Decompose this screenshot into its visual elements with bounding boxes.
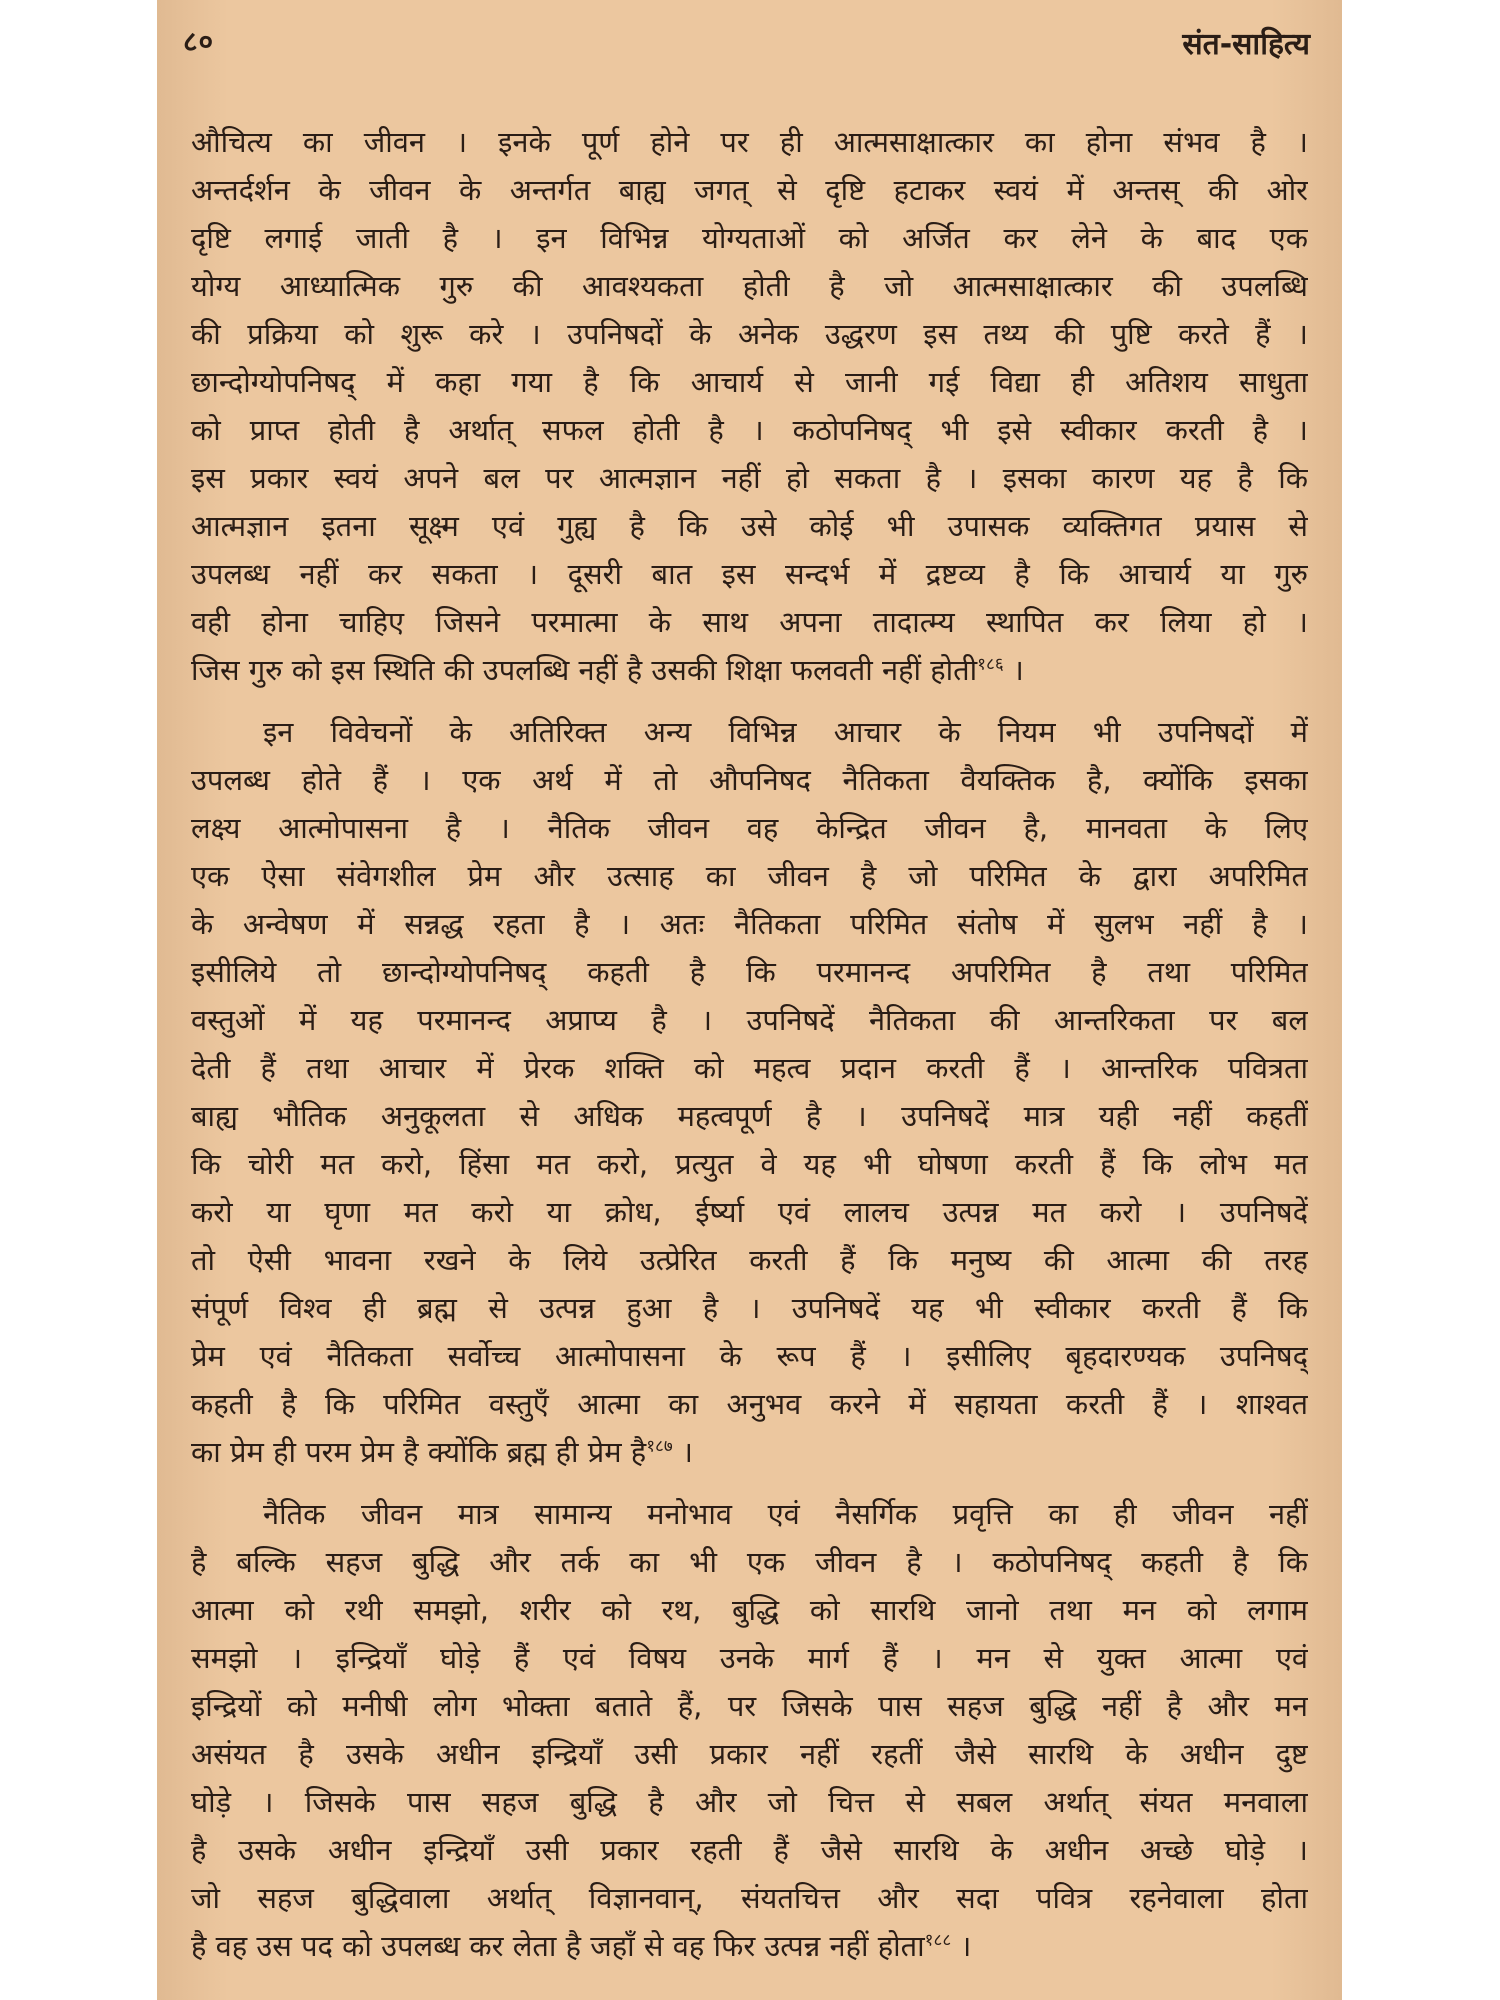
line-text: घोड़े । जिसके पास सहज बुद्धि है और जो चित्त से सबल अर्थात् संयत मनवाला	[191, 1785, 1308, 1819]
line-text: को प्राप्त होती है अर्थात् सफल होती है । कठोपनिषद् भी इसे स्वीकार करती है ।	[191, 413, 1308, 447]
line-text: है बल्कि सहज बुद्धि और तर्क का भी एक जीवन है । कठोपनिषद् कहती है कि	[191, 1545, 1308, 1579]
text-line	[191, 1092, 1308, 1140]
paragraph-gap	[191, 1476, 1308, 1490]
text-line	[191, 406, 1308, 454]
line-text: करो या घृणा मत करो या क्रोध, ईर्ष्या एवं लालच उत्पन्न मत करो । उपनिषदें	[191, 1195, 1308, 1229]
line-text: इसीलिये तो छान्दोग्योपनिषद् कहती है कि परमानन्द अपरिमित है तथा परिमित	[191, 955, 1308, 989]
text-line	[191, 646, 1308, 694]
text-line	[191, 550, 1308, 598]
line-text: के अन्वेषण में सन्नद्ध रहता है । अतः नैतिकता परिमित संतोष में सुलभ नहीं है ।	[191, 907, 1308, 941]
text-line	[191, 1236, 1308, 1284]
text-line	[191, 1332, 1308, 1380]
text-line	[191, 118, 1308, 166]
line-text: है उसके अधीन इन्द्रियाँ उसी प्रकार रहती हैं जैसे सारथि के अधीन अच्छे घोड़े ।	[191, 1833, 1308, 1867]
sentence-end: ।	[951, 1929, 972, 1963]
line-text: इन्द्रियों को मनीषी लोग भोक्ता बताते हैं, पर जिसके पास सहज बुद्धि नहीं है और मन	[191, 1689, 1308, 1723]
running-title: संत-साहित्य	[1182, 27, 1310, 62]
line-text: तो ऐसी भावना रखने के लिये उत्प्रेरित करती हैं कि मनुष्य की आत्मा की तरह	[191, 1243, 1308, 1277]
line-text: उपलब्ध नहीं कर सकता । दूसरी बात इस सन्दर्भ में द्रष्टव्य है कि आचार्य या गुरु	[191, 557, 1308, 591]
line-text: एक ऐसा संवेगशील प्रेम और उत्साह का जीवन है जो परिमित के द्वारा अपरिमित	[191, 859, 1308, 893]
paragraph	[191, 708, 1308, 1476]
text-line	[191, 1380, 1308, 1428]
line-text: वही होना चाहिए जिसने परमात्मा के साथ अपना तादात्म्य स्थापित कर लिया हो ।	[191, 605, 1308, 639]
text-line	[191, 310, 1308, 358]
text-line	[191, 598, 1308, 646]
page-body	[191, 118, 1308, 1970]
line-text: जिस गुरु को इस स्थिति की उपलब्धि नहीं है उसकी शिक्षा फलवती नहीं होती	[191, 653, 978, 687]
line-text: संपूर्ण विश्व ही ब्रह्म से उत्पन्न हुआ है । उपनिषदें यह भी स्वीकार करती हैं कि	[191, 1291, 1308, 1325]
text-line	[191, 1284, 1308, 1332]
line-text: कहती है कि परिमित वस्तुएँ आत्मा का अनुभव करने में सहायता करती हैं । शाश्वत	[191, 1387, 1308, 1421]
text-line	[191, 1922, 1308, 1970]
footnote-marker: १८७	[646, 1436, 673, 1457]
line-text: इस प्रकार स्वयं अपने बल पर आत्मज्ञान नहीं हो सकता है । इसका कारण यह है कि	[191, 461, 1308, 495]
line-text: की प्रक्रिया को शुरू करे । उपनिषदों के अनेक उद्धरण इस तथ्य की पुष्टि करते हैं ।	[191, 317, 1308, 351]
text-line	[191, 1044, 1308, 1092]
footnote-marker: १८६	[977, 654, 1004, 675]
sentence-end: ।	[1003, 653, 1024, 687]
text-line	[191, 756, 1308, 804]
line-text: वस्तुओं में यह परमानन्द अप्राप्य है । उपनिषदें नैतिकता की आन्तरिकता पर बल	[191, 1003, 1308, 1037]
line-text: आत्मा को रथी समझो, शरीर को रथ, बुद्धि को सारथि जानो तथा मन को लगाम	[191, 1593, 1308, 1627]
line-text: प्रेम एवं नैतिकता सर्वोच्च आत्मोपासना के रूप हैं । इसीलिए बृहदारण्यक उपनिषद्	[191, 1339, 1308, 1373]
text-line	[191, 1778, 1308, 1826]
line-text: योग्य आध्यात्मिक गुरु की आवश्यकता होती है जो आत्मसाक्षात्कार की उपलब्धि	[191, 269, 1308, 303]
line-text: छान्दोग्योपनिषद् में कहा गया है कि आचार्य से जानी गई विद्या ही अतिशय साधुता	[191, 365, 1308, 399]
footnote-marker: १८८	[924, 1930, 952, 1951]
text-line	[191, 996, 1308, 1044]
line-text: कि चोरी मत करो, हिंसा मत करो, प्रत्युत वे यह भी घोषणा करती हैं कि लोभ मत	[191, 1147, 1308, 1181]
line-text: जो सहज बुद्धिवाला अर्थात् विज्ञानवान्, संयतचित्त और सदा पवित्र रहनेवाला होता	[191, 1881, 1308, 1915]
text-line	[191, 1682, 1308, 1730]
line-text: नैतिक जीवन मात्र सामान्य मनोभाव एवं नैसर्गिक प्रवृत्ति का ही जीवन नहीं	[263, 1497, 1308, 1531]
text-line	[191, 708, 1308, 756]
page-header	[157, 18, 1342, 68]
line-text: असंयत है उसके अधीन इन्द्रियाँ उसी प्रकार नहीं रहतीं जैसे सारथि के अधीन दुष्ट	[191, 1737, 1308, 1771]
line-text: लक्ष्य आत्मोपासना है । नैतिक जीवन वह केन्द्रित जीवन है, मानवता के लिए	[191, 811, 1308, 845]
paragraph	[191, 118, 1308, 694]
text-line	[191, 852, 1308, 900]
line-text: औचित्य का जीवन । इनके पूर्ण होने पर ही आत्मसाक्षात्कार का होना संभव है ।	[191, 125, 1308, 159]
line-text: इन विवेचनों के अतिरिक्त अन्य विभिन्न आचार के नियम भी उपनिषदों में	[263, 715, 1308, 749]
line-text: बाह्य भौतिक अनुकूलता से अधिक महत्वपूर्ण है । उपनिषदें मात्र यही नहीं कहतीं	[191, 1099, 1308, 1133]
line-text: अन्तर्दर्शन के जीवन के अन्तर्गत बाह्य जगत् से दृष्टि हटाकर स्वयं में अन्तस् की ओर	[191, 173, 1308, 207]
text-line	[191, 900, 1308, 948]
line-text: आत्मज्ञान इतना सूक्ष्म एवं गुह्य है कि उसे कोई भी उपासक व्यक्तिगत प्रयास से	[191, 509, 1308, 543]
text-line	[191, 502, 1308, 550]
paragraph-gap	[191, 694, 1308, 708]
text-line	[191, 1538, 1308, 1586]
page-number: ८०	[183, 25, 215, 58]
text-line	[191, 1490, 1308, 1538]
line-text: है वह उस पद को उपलब्ध कर लेता है जहाँ से वह फिर उत्पन्न नहीं होता	[191, 1929, 925, 1963]
text-line	[191, 454, 1308, 502]
sentence-end: ।	[672, 1435, 693, 1469]
text-line	[191, 1140, 1308, 1188]
text-line	[191, 358, 1308, 406]
text-line	[191, 1874, 1308, 1922]
text-line	[191, 1826, 1308, 1874]
text-line	[191, 166, 1308, 214]
line-text: उपलब्ध होते हैं । एक अर्थ में तो औपनिषद नैतिकता वैयक्तिक है, क्योंकि इसका	[191, 763, 1308, 797]
text-line	[191, 1730, 1308, 1778]
text-line	[191, 214, 1308, 262]
text-line	[191, 1634, 1308, 1682]
text-line	[191, 1188, 1308, 1236]
text-line	[191, 1428, 1308, 1476]
text-line	[191, 804, 1308, 852]
line-text: का प्रेम ही परम प्रेम है क्योंकि ब्रह्म ही प्रेम है	[191, 1435, 647, 1469]
line-text: देती हैं तथा आचार में प्रेरक शक्ति को महत्व प्रदान करती हैं । आन्तरिक पवित्रता	[191, 1051, 1308, 1085]
line-text: समझो । इन्द्रियाँ घोड़े हैं एवं विषय उनके मार्ग हैं । मन से युक्त आत्मा एवं	[191, 1641, 1308, 1675]
text-line	[191, 1586, 1308, 1634]
text-line	[191, 262, 1308, 310]
line-text: दृष्टि लगाई जाती है । इन विभिन्न योग्यताओं को अर्जित कर लेने के बाद एक	[191, 221, 1308, 255]
book-page	[157, 0, 1342, 2000]
paragraph	[191, 1490, 1308, 1970]
text-line	[191, 948, 1308, 996]
